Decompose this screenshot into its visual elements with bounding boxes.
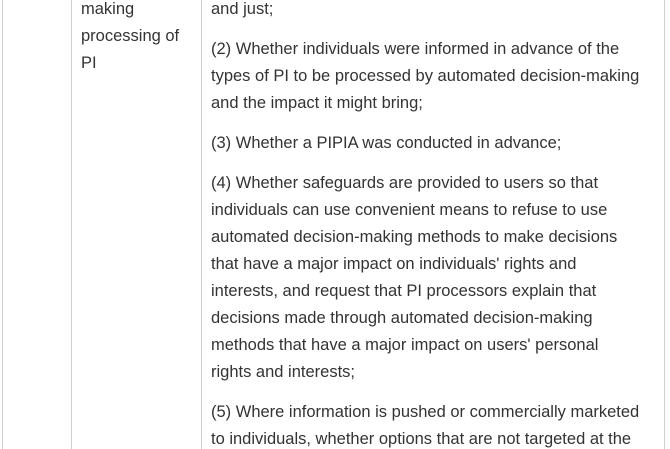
text-line: and the impact it might bring; bbox=[211, 94, 423, 112]
criteria-paragraph-1-tail bbox=[211, 0, 663, 23]
text-line: individuals can use convenient means to refuse to use bbox=[211, 201, 608, 219]
text-line: that have a major impact on individuals' rights and bbox=[211, 255, 577, 273]
text-line: decisions made through automated decision-making bbox=[211, 309, 593, 327]
text-line: (4) Whether safeguards are provided to users so that bbox=[211, 174, 599, 192]
text-line: methods that have a major impact on users' personal bbox=[211, 336, 599, 354]
text-line: types of PI to be processed by automated decision-making bbox=[211, 67, 640, 85]
table-border-col1 bbox=[71, 0, 72, 449]
text-line: (2) Whether individuals were informed in advance of the bbox=[211, 40, 620, 58]
criteria-cell bbox=[211, 0, 663, 449]
table-border-left bbox=[2, 0, 3, 449]
criteria-paragraph-4 bbox=[211, 170, 663, 386]
item-label-line: processing of bbox=[81, 27, 180, 45]
criteria-paragraph-2 bbox=[211, 36, 663, 117]
table-border-col2 bbox=[201, 0, 202, 449]
criteria-paragraph-5 bbox=[211, 399, 663, 449]
criteria-paragraph-3 bbox=[211, 130, 663, 157]
text-line: rights and interests; bbox=[211, 363, 355, 381]
table-border-right bbox=[664, 0, 665, 449]
text-line: and just; bbox=[211, 0, 274, 18]
text-line: to individuals, whether options that are not targeted at the bbox=[211, 430, 632, 448]
text-line: interests, and request that PI processors explain that bbox=[211, 282, 597, 300]
text-line: (5) Where information is pushed or commercially marketed bbox=[211, 403, 640, 421]
item-label-line: PI bbox=[81, 54, 97, 72]
text-line: (3) Whether a PIPIA was conducted in advance; bbox=[211, 134, 562, 152]
item-label-cell bbox=[81, 0, 193, 77]
item-label-line: making bbox=[81, 0, 135, 18]
text-line: automated decision-making methods to make decisions bbox=[211, 228, 618, 246]
